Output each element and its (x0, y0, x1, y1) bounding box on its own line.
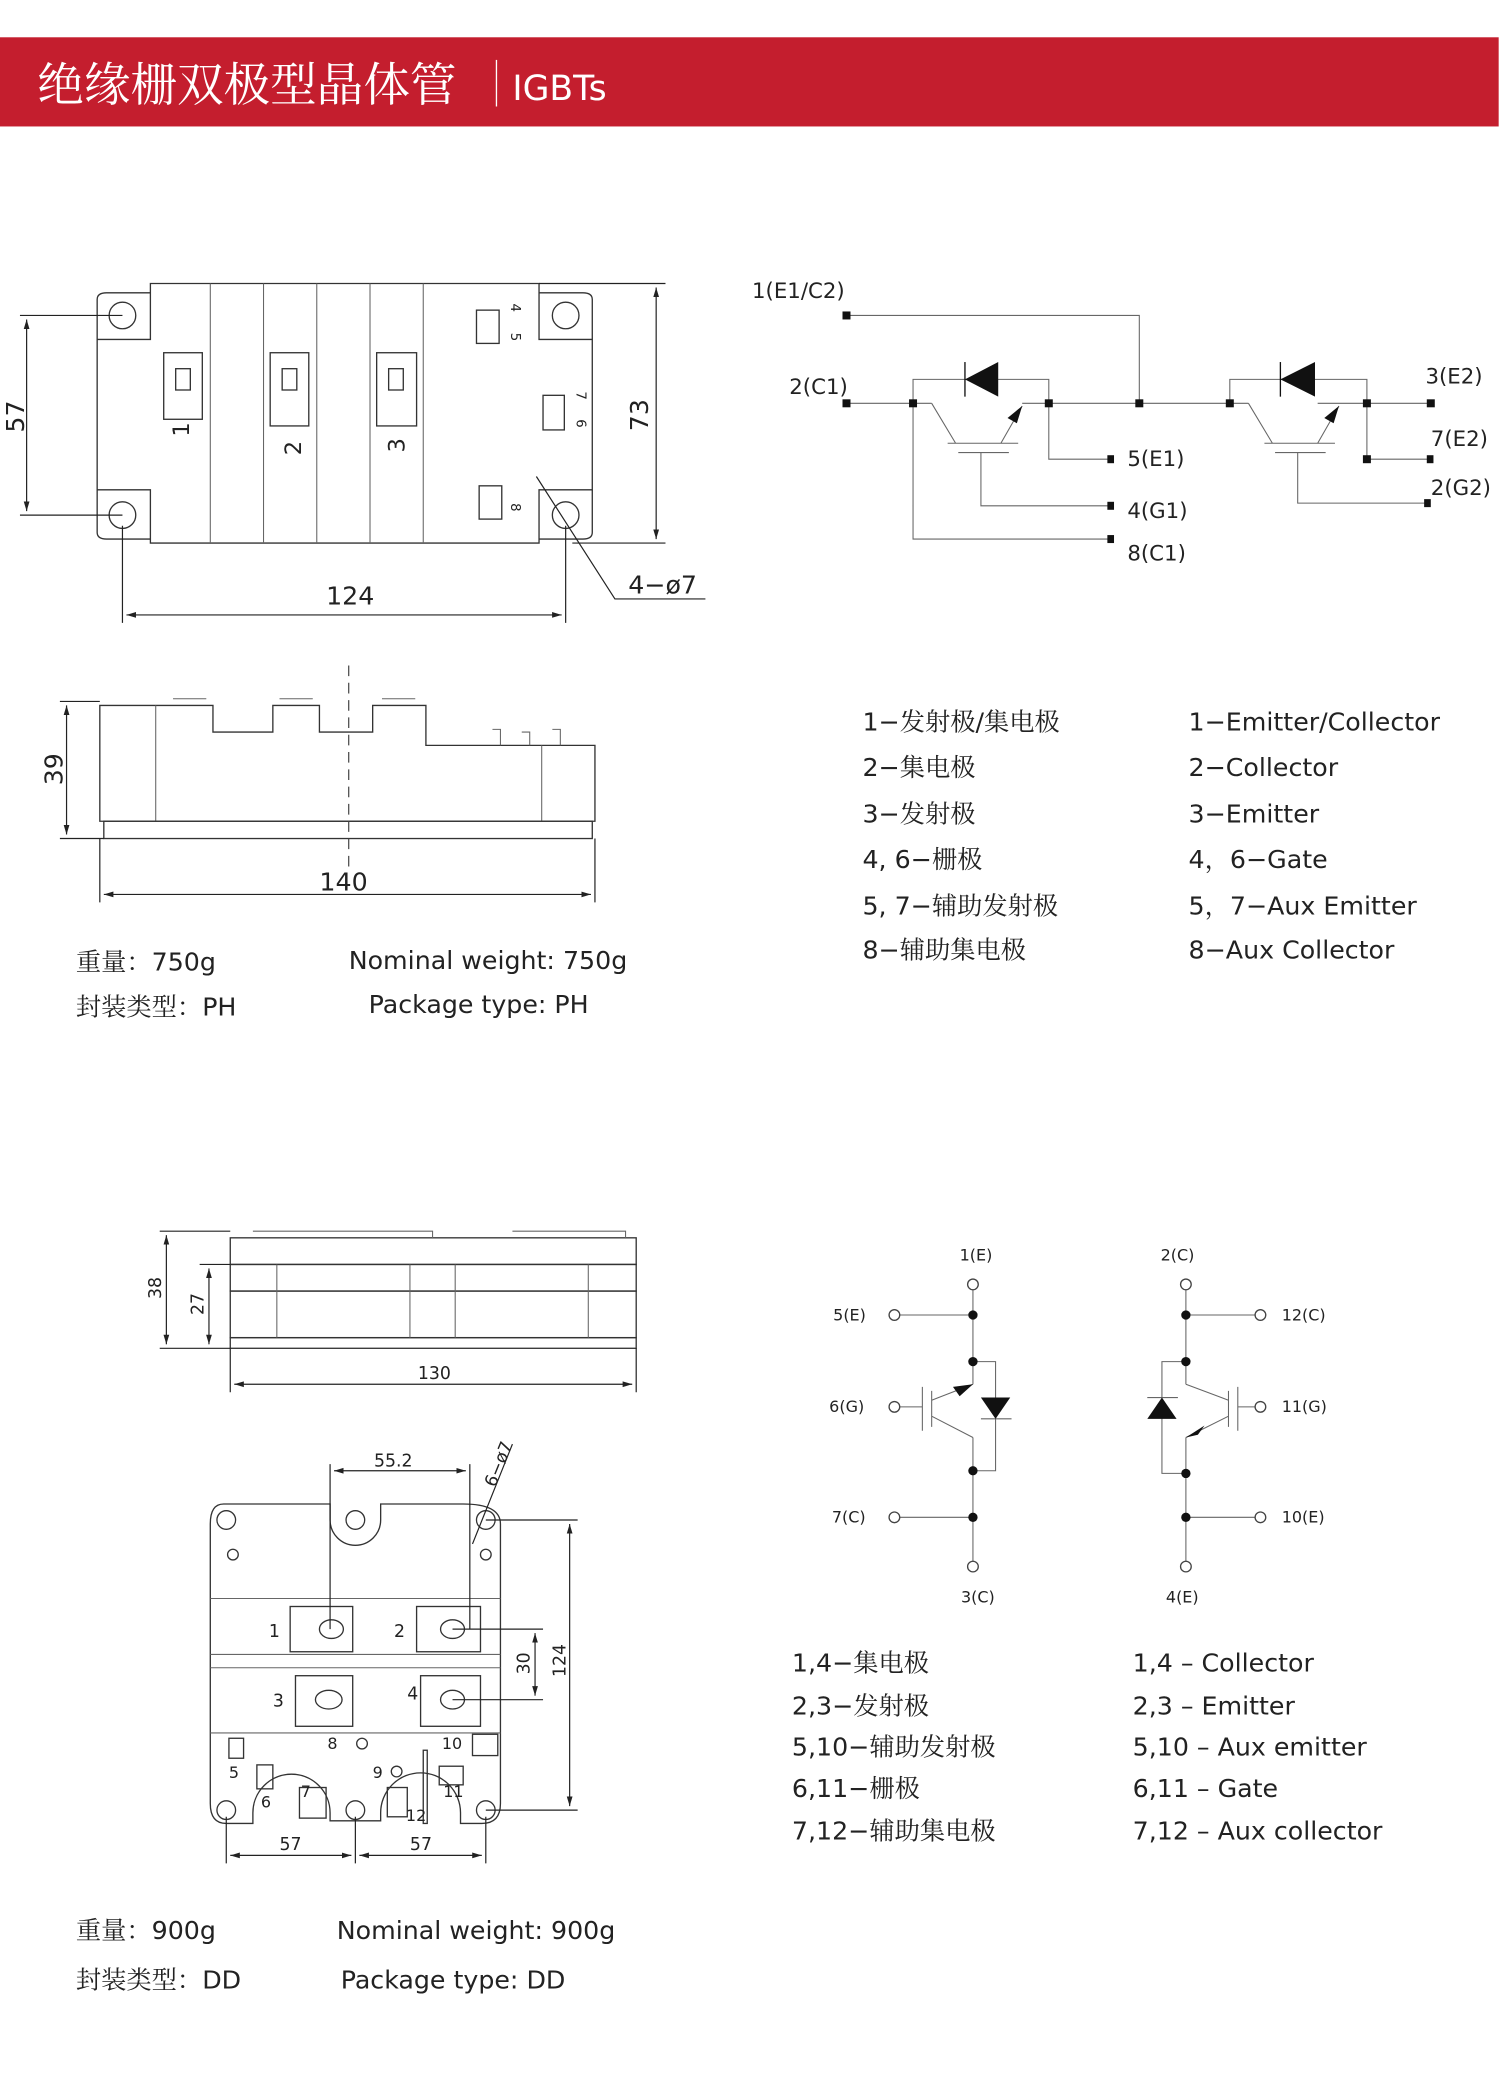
ph-specs (76, 946, 627, 1022)
pin-desc-cn: 5, 7−辅助发射极 (862, 891, 1059, 921)
circuit-label: 2(C) (1160, 1245, 1195, 1265)
pin-desc-en: 1,4 – Collector (1132, 1648, 1314, 1678)
diode-icon (1280, 362, 1315, 397)
weight-cn: 重量：900g (75, 1916, 216, 1946)
pin-desc-en: 2−Collector (1188, 752, 1339, 782)
dd-specs (76, 1916, 615, 1994)
dim-130: 130 (417, 1363, 451, 1384)
dd-pin-list (792, 1649, 1383, 1846)
pin-desc-en: 6,11 – Gate (1132, 1773, 1279, 1803)
circuit-label: 10(E) (1281, 1507, 1325, 1527)
emitter-arrow-icon (1008, 406, 1023, 423)
emitter-arrow-icon (953, 1384, 973, 1396)
ph-pin-list (862, 708, 1440, 965)
aux-pin-label: 11 (443, 1781, 464, 1801)
mounting-hole (552, 502, 579, 529)
package-type-cn: 封装类型：PH (75, 992, 237, 1022)
pin-desc-en: 2,3 – Emitter (1132, 1691, 1295, 1721)
aux-connector (479, 486, 502, 519)
package-type-en: Package type: DD (340, 1965, 566, 1995)
diode-icon (965, 362, 998, 397)
aux-pin-label: 6 (572, 419, 588, 428)
dd-top-view-drawing (210, 1439, 577, 1864)
circuit-label: 1(E) (959, 1245, 993, 1265)
aux-pin-label: 7 (572, 391, 588, 400)
circuit-label: 5(E1) (1127, 446, 1185, 472)
package-type-en: Package type: PH (368, 989, 589, 1019)
terminal-label: 4 (407, 1684, 419, 1705)
dim-124: 124 (550, 1644, 571, 1678)
aux-connector (543, 395, 564, 430)
terminal-label: 3 (384, 438, 411, 453)
ph-circuit-diagram (752, 279, 1491, 566)
aux-pin-label: 5 (228, 1763, 240, 1783)
pin-desc-en: 3−Emitter (1188, 799, 1320, 829)
pin-desc-en: 5,10 – Aux emitter (1132, 1732, 1367, 1762)
dim-140: 140 (319, 867, 368, 897)
emitter-arrow-icon (1186, 1425, 1205, 1437)
pin-desc-cn: 2,3−发射极 (791, 1691, 930, 1721)
weight-en: Nominal weight: 900g (336, 1916, 616, 1946)
circuit-label: 2(G2) (1430, 476, 1491, 502)
diode-icon (1147, 1398, 1176, 1419)
aux-pin-label: 9 (372, 1763, 383, 1783)
dim-57: 57 (0, 400, 30, 433)
pin-desc-en: 5，7−Aux Emitter (1188, 891, 1417, 921)
dim-57-left: 57 (279, 1835, 302, 1856)
circuit-label: 3(C) (960, 1587, 995, 1607)
weight-en: Nominal weight: 750g (348, 945, 628, 975)
circuit-label: 3(E2) (1425, 364, 1483, 390)
terminal-label: 1 (168, 422, 195, 437)
emitter-arrow-icon (1324, 406, 1339, 423)
package-type-cn: 封装类型：DD (75, 1965, 242, 1995)
aux-pin-label: 5 (507, 332, 523, 342)
circuit-label: 8(C1) (1127, 541, 1186, 567)
aux-pin-label: 8 (327, 1733, 338, 1753)
pin-desc-cn: 1,4−集电极 (791, 1648, 930, 1678)
aux-pin-label: 4 (507, 303, 523, 312)
circuit-label: 11(G) (1281, 1397, 1327, 1417)
mounting-hole (552, 302, 579, 329)
pin-desc-cn: 6,11−栅极 (791, 1773, 920, 1803)
circuit-label: 2(C1) (789, 374, 848, 400)
ph-side-view-drawing (40, 666, 595, 903)
pin-desc-cn: 8−辅助集电极 (862, 935, 1027, 965)
terminal-label: 3 (272, 1691, 284, 1712)
mounting-holes (217, 1511, 495, 1820)
circuit-label: 12(C) (1281, 1305, 1326, 1325)
diode-icon (981, 1398, 1010, 1419)
terminal-label: 2 (280, 440, 307, 456)
dim-124: 124 (326, 581, 375, 611)
dim-holes: 4−ø7 (628, 570, 697, 600)
pin-desc-cn: 4, 6−栅极 (862, 844, 983, 874)
pin-desc-en: 8−Aux Collector (1188, 935, 1395, 965)
dd-circuit-diagram (829, 1245, 1327, 1606)
pin-desc-cn: 7,12−辅助集电极 (791, 1816, 996, 1846)
circuit-label: 7(C) (831, 1507, 866, 1527)
circuit-label: 6(G) (829, 1397, 865, 1417)
page-title-cn: 绝缘栅双极型晶体管 (37, 58, 457, 113)
aux-pin-label: 12 (405, 1805, 427, 1825)
circuit-label: 1(E1/C2) (751, 279, 845, 305)
terminal-label: 1 (268, 1622, 280, 1643)
dim-holes: 6−ø7 (481, 1438, 518, 1490)
pin-desc-cn: 1−发射极/集电极 (862, 707, 1060, 737)
terminal-3 (295, 1676, 352, 1727)
terminal-1 (164, 353, 203, 420)
aux-pin-label: 8 (507, 503, 523, 512)
dim-55-2: 55.2 (374, 1451, 413, 1472)
weight-cn: 重量：750g (75, 947, 216, 977)
pin-desc-en: 4，6−Gate (1188, 844, 1328, 874)
circuit-label: 4(G1) (1127, 498, 1188, 524)
dim-27: 27 (188, 1293, 209, 1316)
ph-top-view-drawing (1, 284, 705, 623)
circuit-label: 4(E) (1165, 1587, 1199, 1607)
circuit-label: 7(E2) (1430, 426, 1488, 452)
circuit-label: 5(E) (833, 1305, 866, 1325)
aux-connector (476, 310, 499, 343)
pin-desc-en: 1−Emitter/Collector (1188, 707, 1440, 737)
header-banner (0, 37, 1499, 126)
dim-57-right: 57 (409, 1835, 432, 1856)
dd-side-view-drawing (146, 1231, 636, 1392)
terminal-label: 2 (393, 1622, 405, 1643)
pin-desc-cn: 5,10−辅助发射极 (791, 1732, 996, 1762)
aux-pin-label: 6 (260, 1792, 272, 1812)
pin-desc-cn: 3−发射极 (862, 799, 976, 829)
pin-desc-cn: 2−集电极 (862, 752, 976, 782)
dim-73: 73 (625, 399, 655, 432)
page-title-en: IGBTs (512, 68, 607, 109)
pin-desc-en: 7,12 – Aux collector (1132, 1816, 1383, 1846)
dim-38: 38 (146, 1277, 167, 1300)
dim-30: 30 (514, 1652, 535, 1675)
aux-pin-label: 7 (300, 1781, 311, 1801)
terminal-4 (421, 1676, 481, 1727)
dim-39: 39 (39, 753, 69, 786)
aux-pin-label: 10 (441, 1733, 463, 1753)
